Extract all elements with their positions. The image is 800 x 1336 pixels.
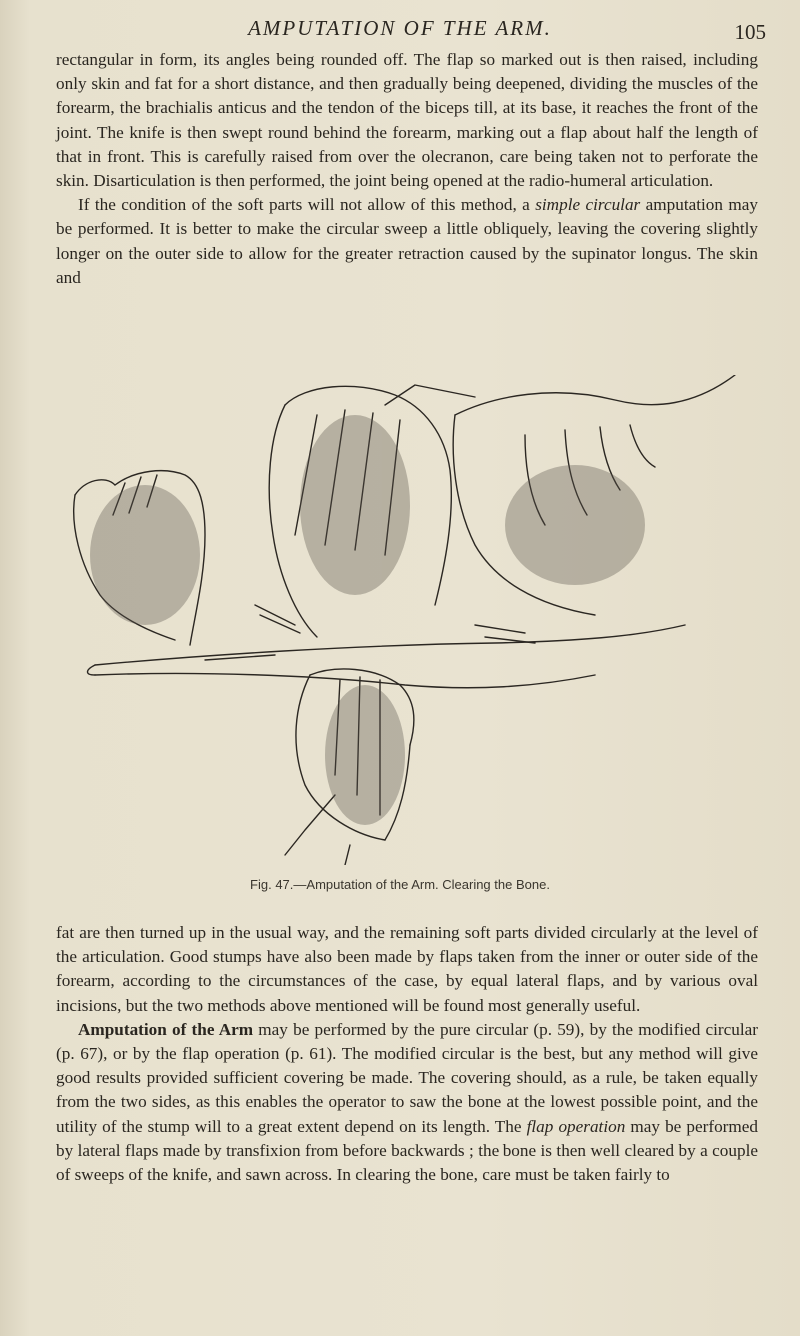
paragraph-circular	[56, 193, 758, 290]
running-head	[0, 16, 800, 46]
paragraph-fat-turned: fat are then turned up in the usual way, and the remaining soft parts divided circularly at the level of the articulation. Good stumps have also been made by flaps taken from the inner or outer side of the forearm, according to the circumstances of the case, by equal lateral flaps, and by various oval incisions, but the two methods above mentioned will be found most generally useful.	[56, 923, 758, 1015]
amputation-illustration	[55, 375, 745, 865]
section-heading-arm: Amputation of the Arm	[78, 1019, 254, 1039]
paragraph-continued: rectangular in form, its angles being rounded off. The flap so marked out is then raised, including only skin and fat for a short distance, and then gradually being deepened, dividing the muscles of the forearm, the brachialis anticus and the tendon of the biceps till, at its base, it reaches the front of the joint. The knife is then swept round behind the forearm, marking out a flap about half the length of that in front. This is carefully raised from over the olecranon, care being taken not to perforate the skin. Disarticulation is then performed, the joint being opened at the radio-humeral articulation.	[56, 50, 758, 191]
figure-illustration	[55, 375, 745, 865]
page-number: 105	[734, 20, 766, 44]
paragraph-flap-emphasis: flap operation	[526, 1116, 626, 1136]
paragraph-circular-emphasis: simple circular	[535, 195, 641, 215]
figure-caption: Fig. 47.—Amputation of the Arm. Clearing the Bone.	[250, 877, 550, 892]
text-block-top	[56, 48, 758, 290]
paragraph-circular-rest: amputation may be performed. It is better to make the circular sweep a little obliquely, leaving the covering slightly longer on the outer side to allow for the greater retraction caused by the supinator longus. The skin and	[56, 195, 759, 287]
paragraph-circular-lead: If the condition of the soft parts will not allow of this method, a	[78, 195, 536, 215]
text-block-bottom	[56, 921, 758, 1187]
paragraph-flap-text: may be performed by lateral flaps made by transfixion from before backwards ; the bone is then well cleared by a couple of sweeps of the knife, and sawn across. In clearing the bone, care must be taken fairly to	[56, 1116, 758, 1185]
running-title: AMPUTATION OF THE ARM.	[248, 16, 552, 40]
paragraph-arm-amputation	[56, 1018, 758, 1187]
paragraph-arm-text: may be performed by the pure circular (p. 59), by the modified circular (p. 67), or by the flap operation (p. 61). The modified circular is the best, but any method will give good results provided sufficient covering be made. The covering should, as a rule, be taken equally from the two sides, as this enables the operator to saw the bone at the lowest possible point, and the utility of the stump will to a great extent depend on its length. The	[56, 1019, 758, 1136]
